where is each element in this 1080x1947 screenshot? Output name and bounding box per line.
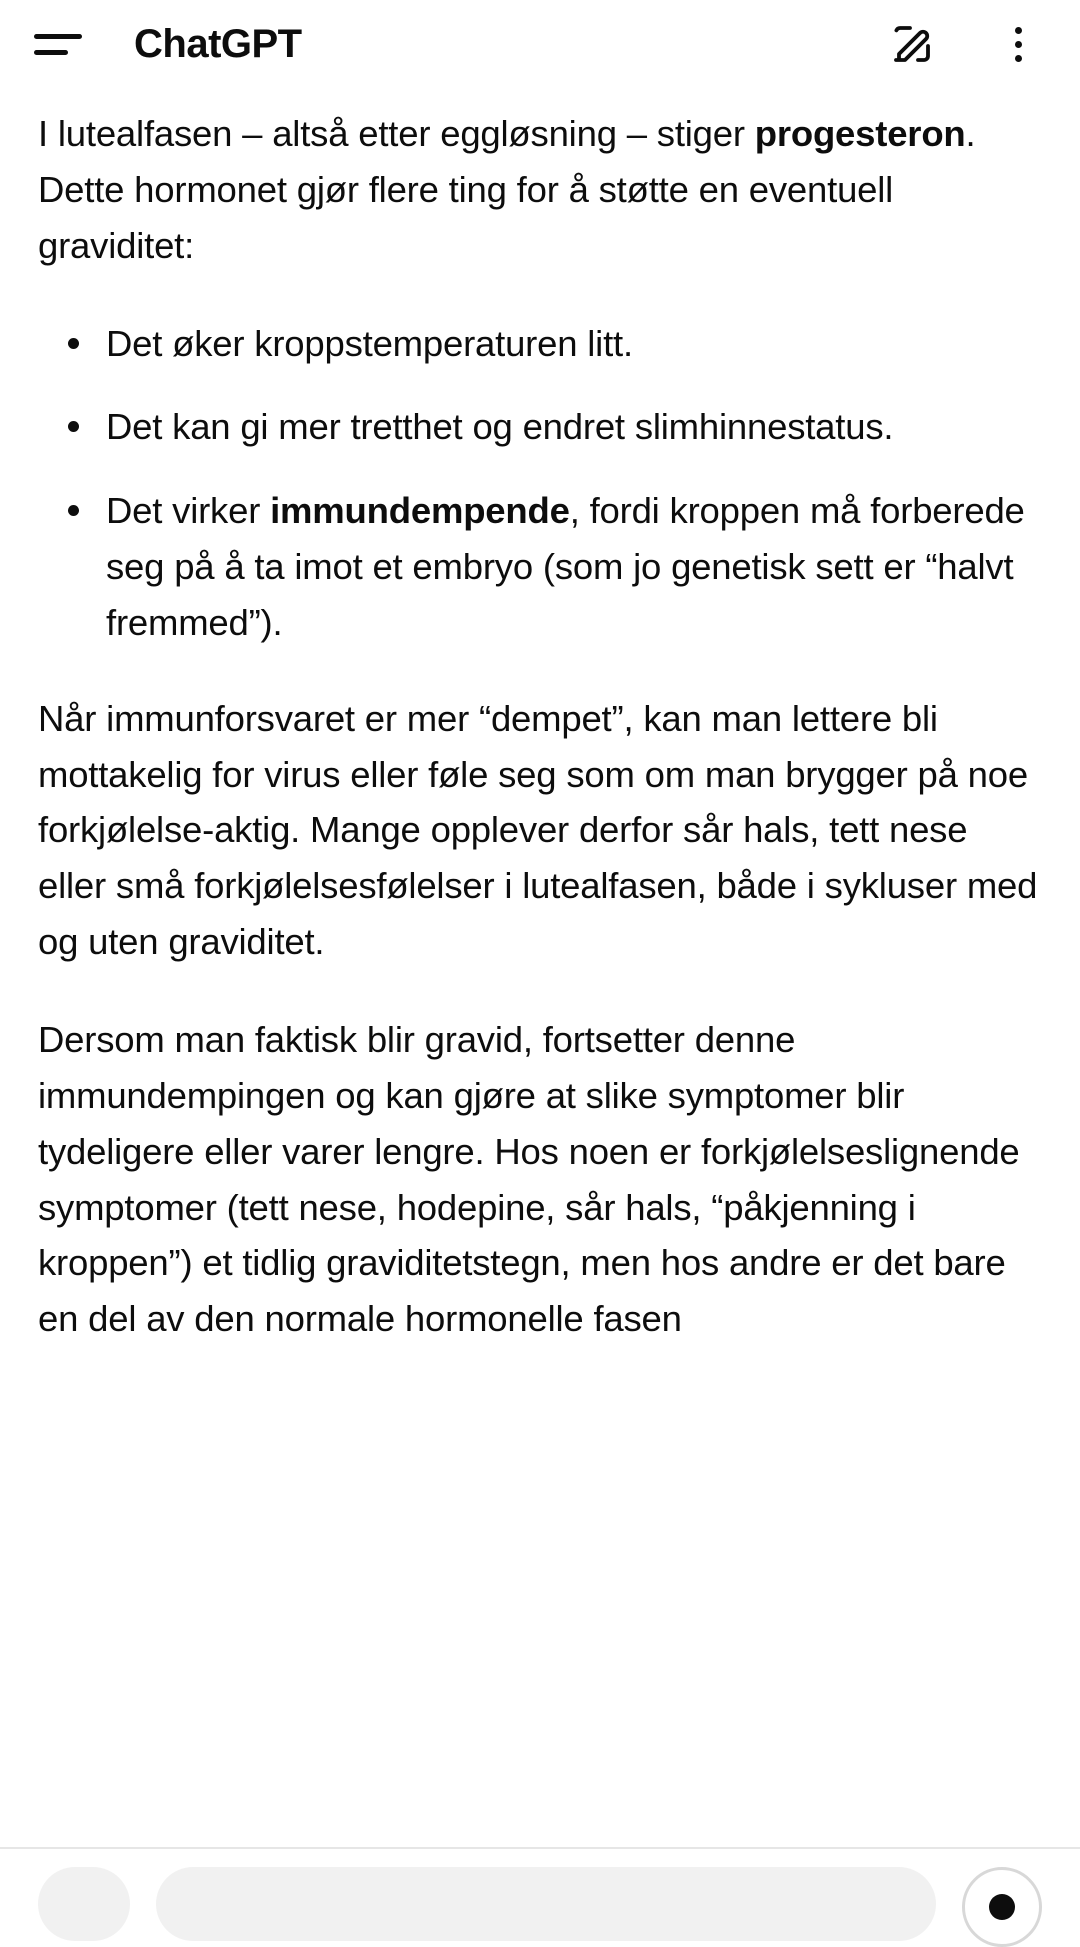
bullet-3-text-a: Det virker xyxy=(106,490,271,532)
bullet-3-text-b: , fordi kroppen må forberede seg på å ta imot et embryo (som jo genetisk sett er “halvt fremmed”). xyxy=(106,490,1025,643)
app-bar-left xyxy=(34,16,884,72)
paragraph-1-bold-term: progesteron xyxy=(754,113,966,154)
app-bar-right xyxy=(884,16,1046,72)
bullet-3-bold: immundempende xyxy=(270,490,570,532)
compose-new-chat-glyph xyxy=(888,20,936,68)
app-bar xyxy=(0,0,1080,88)
voice-mode-button[interactable] xyxy=(962,1867,1042,1947)
list-item xyxy=(60,316,1042,372)
conversation-scroll-area[interactable] xyxy=(0,106,1080,1347)
hamburger-menu-icon[interactable] xyxy=(34,16,90,72)
paragraph-1-text-b: . Dette hormonet gjør flere ting for å støtte en eventuell graviditet: xyxy=(38,113,976,266)
message-paragraph-1 xyxy=(38,106,1042,274)
kebab-dots xyxy=(998,16,1038,72)
message-paragraph-2: Når immunforsvaret er mer “dempet”, kan man lettere bli mottakelig for virus eller føle seg som om man brygger på noe forkjølelse-aktig. Mange opplever derfor sår hals, tett nese eller små forkjølelsesfølelser i lutealfasen, både i sykluser med og uten graviditet. xyxy=(38,697,1038,963)
message-input-pill[interactable] xyxy=(156,1867,936,1941)
list-item xyxy=(60,483,1042,651)
list-item xyxy=(60,399,1042,455)
message-paragraph-3: Dersom man faktisk blir gravid, fortsetter denne immundempingen og kan gjøre at slike symptomer blir tydeligere eller varer lengre. Hos noen er forkjølelseslignende symptomer (tett nese, hodepine, sår hals, “påkjenning i kroppen”) et tidlig graviditetstegn, men hos andre er det bare en del av den normale hormonelle fasen xyxy=(38,1018,1020,1340)
bullet-2-text-a: Det kan gi mer tretthet og endret slimhinnestatus. xyxy=(106,406,894,448)
paragraph-1-text-a: I lutealfasen – altså etter eggløsning – stiger xyxy=(38,113,755,154)
attachment-pill[interactable] xyxy=(38,1867,130,1941)
assistant-message xyxy=(38,106,1042,1347)
compose-new-chat-icon[interactable] xyxy=(884,16,940,72)
menu-bar-bottom xyxy=(34,50,68,55)
kebab-dot-2 xyxy=(1015,41,1022,48)
kebab-dot-1 xyxy=(1015,27,1022,34)
kebab-more-options-icon[interactable] xyxy=(990,16,1046,72)
bullet-list xyxy=(38,316,1042,651)
composer-bar xyxy=(0,1847,1080,1939)
menu-bar-top xyxy=(34,34,82,39)
bullet-1-text-a: Det øker kroppstemperaturen litt. xyxy=(106,322,633,364)
page-title: ChatGPT xyxy=(134,21,302,66)
kebab-dot-3 xyxy=(1015,55,1022,62)
